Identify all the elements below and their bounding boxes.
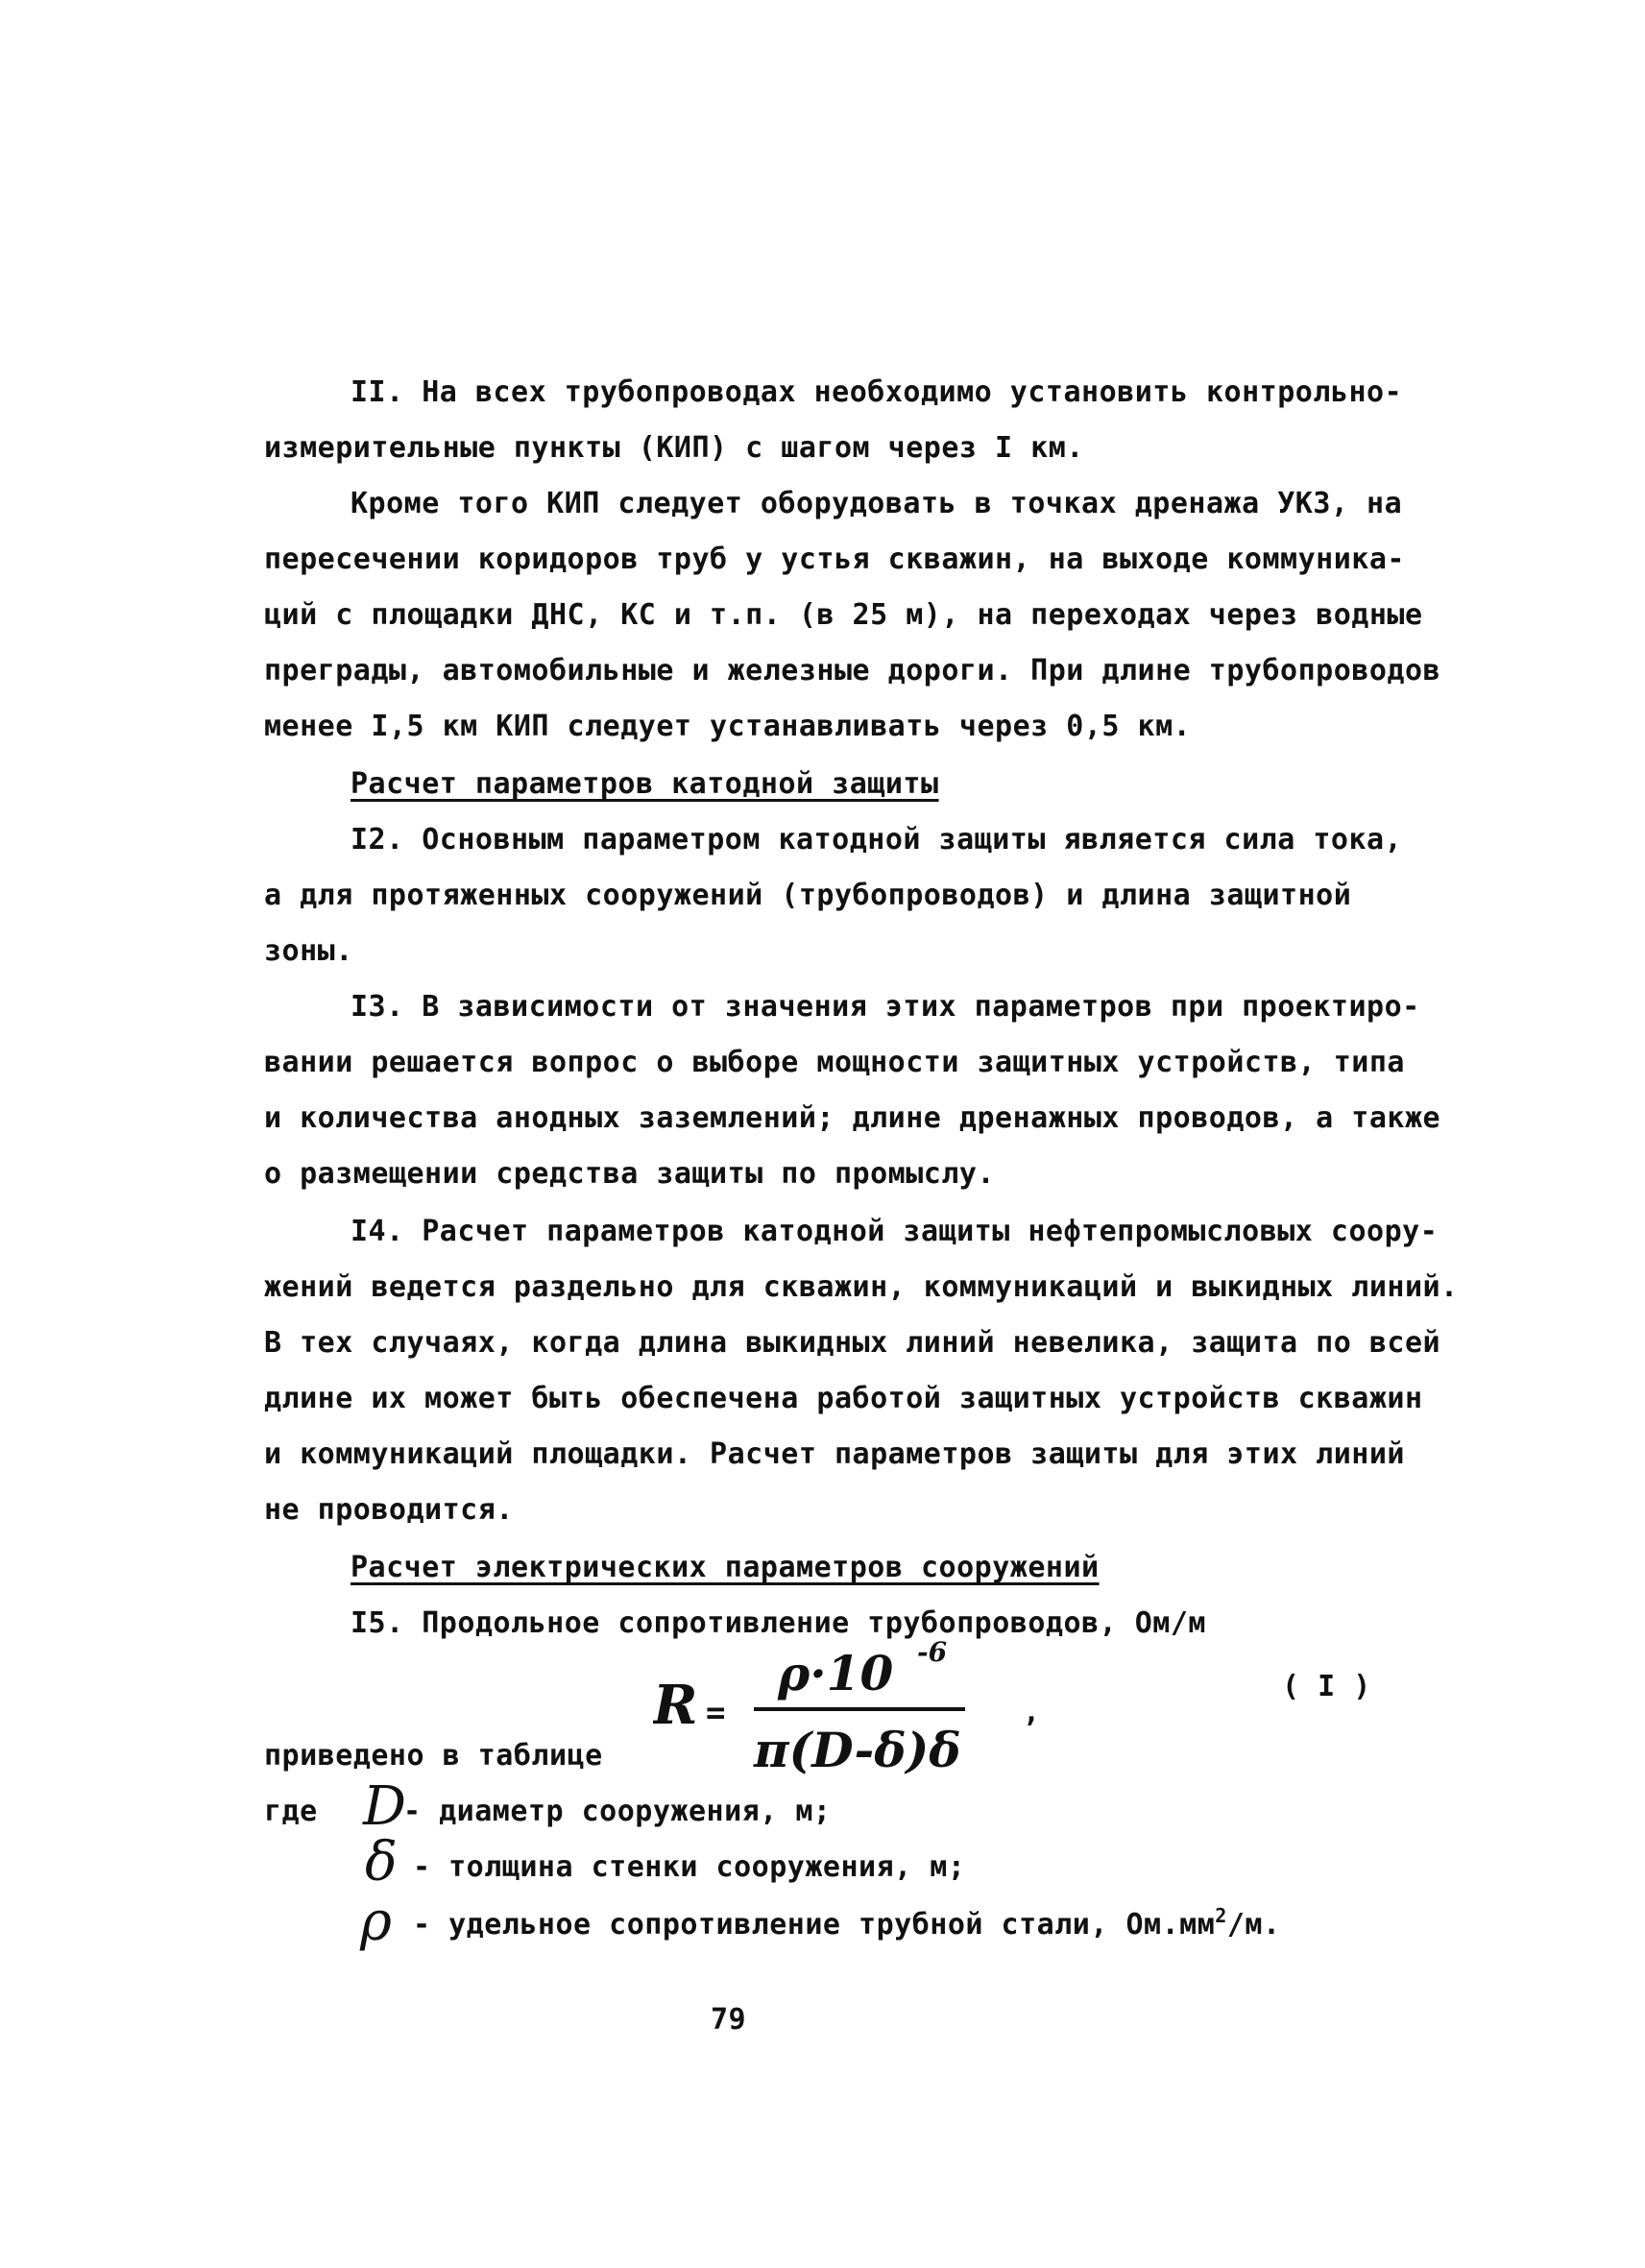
p13-line4: о размещении средства защиты по промыслу. — [264, 1157, 996, 1191]
p14-line2: жений ведется раздельно для скважин, коммуникаций и выкидных линий. — [264, 1270, 1459, 1304]
definition-rho — [413, 1897, 1281, 1953]
p15-after-formula: приведено в таблице — [264, 1739, 603, 1773]
formula-equals: = — [706, 1694, 726, 1732]
p11-line1: II. На всех трубопроводах необходимо установить контрольно- — [351, 375, 1403, 409]
symbol-D: D — [363, 1775, 406, 1838]
p15-line1: I5. Продольное сопротивление трубопроводов, Ом/м — [351, 1606, 1206, 1640]
p11-line3: Кроме того КИП следует оборудовать в точках дренажа УКЗ, на — [351, 487, 1403, 520]
resistance-formula — [653, 1632, 1056, 1786]
definition-rho-text: - удельное сопротивление трубной стали, Ом.мм — [413, 1908, 1216, 1942]
formula-exponent: -6 — [917, 1636, 948, 1668]
formula-svg — [653, 1632, 1056, 1786]
p12-line3: зоны. — [264, 934, 353, 968]
p13-line1: I3. В зависимости от значения этих параметров при проектиро- — [351, 990, 1420, 1024]
p11-line7: менее I,5 км КИП следует устанавливать через 0,5 км. — [264, 710, 1192, 743]
p11-line5: ций с площадки ДНС, КС и т.п. (в 25 м), на переходах через водные — [264, 598, 1423, 632]
p11-line2: измерительные пункты (КИП) с шагом через I км. — [264, 431, 1084, 465]
p14-line5: и коммуникаций площадки. Расчет параметров защиты для этих линий — [264, 1437, 1405, 1471]
p13-line2: вании решается вопрос о выборе мощности защитных устройств, типа — [264, 1046, 1405, 1079]
formula-comma: , — [1023, 1696, 1041, 1729]
formula-numerator: ρ·10 — [778, 1645, 894, 1701]
p14-line3: В тех случаях, когда длина выкидных линий невелика, защита по всей — [264, 1326, 1441, 1360]
formula-lhs: R — [653, 1674, 698, 1737]
p11-line4: пересечении коридоров труб у устья скважин, на выходе коммуника- — [264, 543, 1405, 576]
symbol-delta: δ — [365, 1831, 398, 1894]
definition-rho-unit: /м. — [1226, 1908, 1281, 1942]
equation-number: ( I ) — [1282, 1670, 1371, 1703]
definition-rho-superscript: 2 — [1215, 1904, 1227, 1927]
p12-line2: а для протяженных сооружений (трубопроводов) и длина защитной — [264, 879, 1352, 912]
p13-line3: и количества анодных заземлений; длине дренажных проводов, а также — [264, 1101, 1441, 1135]
p14-line6: не проводится. — [264, 1493, 514, 1527]
p14-line1: I4. Расчет параметров катодной защиты нефтепромысловых соору- — [351, 1215, 1439, 1248]
where-label: где — [264, 1795, 318, 1828]
page-number: 79 — [711, 2003, 747, 2037]
definition-D: - диаметр сооружения, м; — [403, 1795, 832, 1828]
definition-delta: - толщина стенки сооружения, м; — [413, 1850, 966, 1884]
p11-line6: преграды, автомобильные и железные дороги. При длине трубопроводов — [264, 654, 1441, 688]
section-heading-electrical-parameters: Расчет электрических параметров сооружений — [351, 1551, 1100, 1584]
formula-denominator: π(D-δ)δ — [754, 1722, 961, 1778]
p14-line4: длине их может быть обеспечена работой защитных устройств скважин — [264, 1382, 1423, 1415]
section-heading-cathodic-protection: Расчет параметров катодной защиты — [351, 767, 939, 801]
symbol-rho: ρ — [360, 1891, 392, 1953]
p12-line1: I2. Основным параметром катодной защиты является сила тока, — [351, 823, 1403, 857]
